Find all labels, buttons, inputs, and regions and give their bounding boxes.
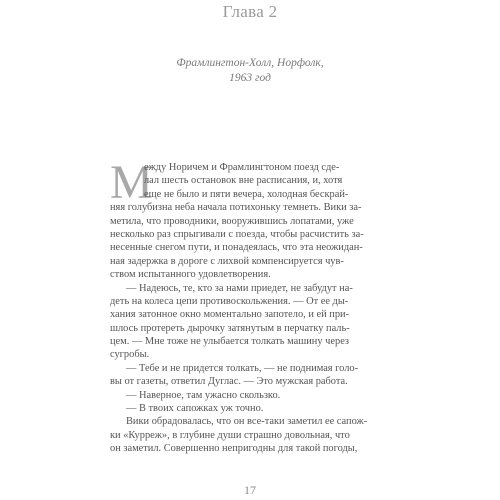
text-line: няя голубизна неба начала потихоньку темнеть. Вики за- — [110, 202, 362, 214]
page-number: 17 — [244, 483, 256, 497]
text-line: ством испытанного удовлетворения. — [110, 269, 271, 281]
text-line: — Надеюсь, те, кто за нами приедет, не забудут на- — [126, 282, 353, 294]
text-line: вы от газеты, ответил Дуглас. — Это мужская работа. — [110, 376, 348, 388]
text-line: метила, что проводники, вооружившись лопатами, уже — [110, 215, 354, 227]
text-line: Вики обрадовалась, что он все-таки заметил ее сапож- — [126, 416, 368, 428]
text-line: цем. — Мне тоже не улыбается толкать машину через — [110, 336, 350, 348]
text-line: — В твоих сапожках уж точно. — [126, 403, 264, 415]
setting-year: 1963 год — [229, 72, 271, 84]
drop-cap: М — [110, 156, 153, 209]
chapter-title: Глава 2 — [222, 2, 278, 21]
text-line: сугробы. — [110, 349, 150, 361]
text-line: еще не было и пяти вечера, холодная бескрай- — [144, 188, 349, 200]
text-line: ная задержка в дороге с лихвой компенсируется чув- — [110, 255, 344, 267]
text-line: несенные снегом пути, и понадеялась, что эта неожидан- — [110, 242, 363, 254]
text-line: он заметил. Совершенно непригодны для такой погоды, — [110, 443, 358, 455]
text-line: несколько раз спрыгивали с поезда, чтобы расчистить за- — [110, 228, 364, 240]
text-line: — Наверное, там ужасно скользко. — [126, 389, 281, 401]
body-text — [110, 156, 386, 456]
text-line: ежду Норичем и Фрамлингтоном поезд сде- — [144, 162, 340, 173]
setting-place: Фрамлингтон-Холл, Норфолк, — [176, 57, 324, 69]
setting-caption — [0, 56, 500, 86]
text-line: хания затонное окно моментально запотело, и ей при- — [110, 309, 350, 321]
text-line: — Тебе и не придется толкать, — не поднимая голо- — [126, 362, 359, 374]
text-line: лал шесть остановок вне расписания, и, хотя — [144, 175, 343, 187]
text-line: ки «Курреж», в глубине души страшно довольная, что — [110, 429, 350, 441]
text-line: шлось протереть дырочку затянутым в перчатку паль- — [110, 322, 350, 334]
text-line: деть на колеса цепи противоскольжения. — От ее ды- — [110, 295, 349, 307]
